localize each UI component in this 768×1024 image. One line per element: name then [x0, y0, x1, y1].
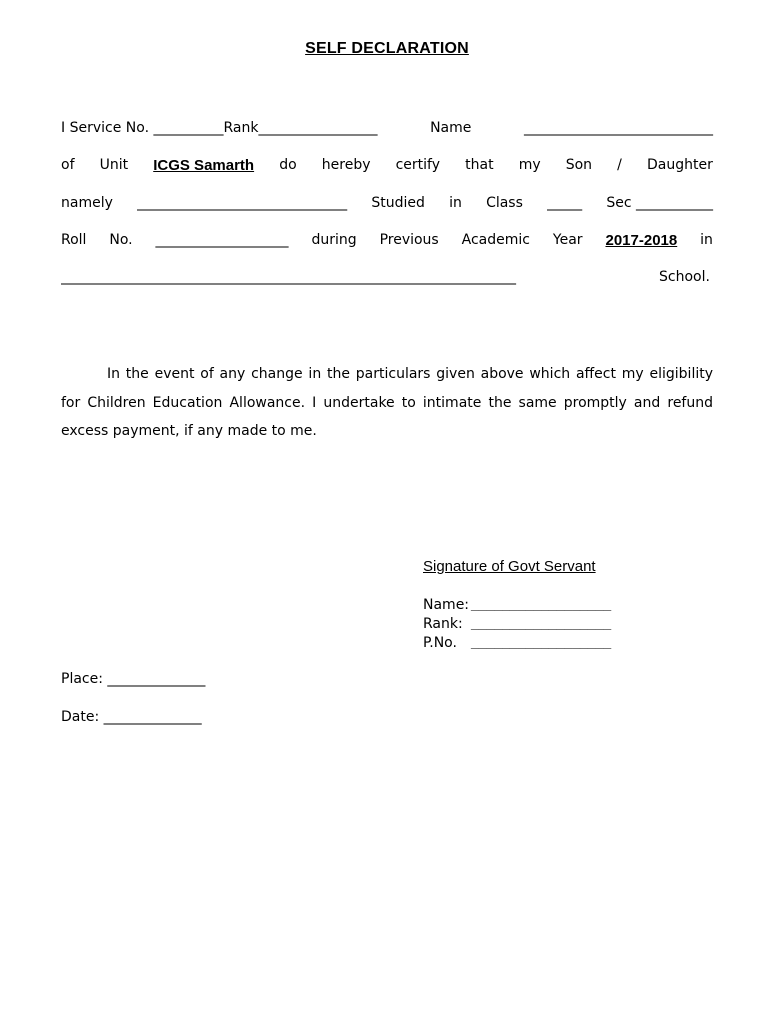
word-namely: namely	[61, 195, 113, 211]
school-blank: _________________________________________________________________	[61, 269, 516, 285]
namely-line	[61, 192, 713, 214]
word-year: Year	[552, 232, 583, 248]
word-studied: Studied	[371, 195, 425, 211]
signature-pno-row	[423, 634, 611, 653]
word-daughter: Daughter	[647, 157, 713, 173]
word-slash: /	[617, 157, 622, 173]
place-field: Place: ______________	[61, 671, 206, 687]
word-of: of	[61, 157, 75, 173]
school-line	[61, 266, 713, 288]
signature-name-blank: __________________	[471, 596, 612, 612]
word-my: my	[518, 157, 541, 173]
signature-name-label: Name:	[423, 597, 470, 613]
signature-rank-blank: __________________	[471, 615, 612, 631]
word-roll: Roll	[61, 232, 87, 248]
word-that: that	[465, 157, 494, 173]
word-certify: certify	[395, 157, 441, 173]
service-line	[61, 117, 713, 139]
name-blank: ___________________________	[523, 120, 713, 136]
name-label: Name	[430, 120, 472, 136]
unit-line	[61, 154, 713, 176]
date-field: Date: ______________	[61, 709, 202, 725]
namely-blank: ______________________________	[137, 195, 348, 211]
roll-line	[61, 229, 713, 251]
class-blank: _____	[547, 195, 583, 211]
roll-blank: ___________________	[155, 232, 289, 248]
signature-rank-label: Rank:	[423, 616, 463, 632]
word-school: School.	[659, 269, 710, 285]
word-during: during	[311, 232, 357, 248]
year-value: 2017-2018	[605, 231, 678, 249]
service-no-rank-text: I Service No. __________Rank_________________	[61, 120, 378, 136]
word-academic: Academic	[461, 232, 530, 248]
word-unit: Unit	[99, 157, 129, 173]
word-class: Class	[486, 195, 523, 211]
signature-pno-label: P.No.	[423, 635, 457, 651]
word-son: Son	[565, 157, 593, 173]
unit-value: ICGS Samarth	[153, 156, 255, 174]
word-previous: Previous	[379, 232, 439, 248]
signature-pno-blank: __________________	[471, 634, 612, 650]
signature-name-row	[423, 596, 611, 615]
word-in-2: in	[700, 232, 713, 248]
undertaking-paragraph: In the event of any change in the particulars given above which affect my eligibility for Children Education Allowance. I undertake to intimate the same promptly and refund excess payment, if any made to me.	[61, 366, 713, 439]
word-no: No.	[109, 232, 133, 248]
word-hereby: hereby	[321, 157, 371, 173]
word-do: do	[279, 157, 297, 173]
page-title: SELF DECLARATION	[305, 40, 469, 57]
sec-text: Sec ___________	[606, 195, 713, 211]
signature-rank-row	[423, 615, 611, 634]
word-in: in	[449, 195, 462, 211]
signature-title: Signature of Govt Servant	[423, 558, 596, 575]
